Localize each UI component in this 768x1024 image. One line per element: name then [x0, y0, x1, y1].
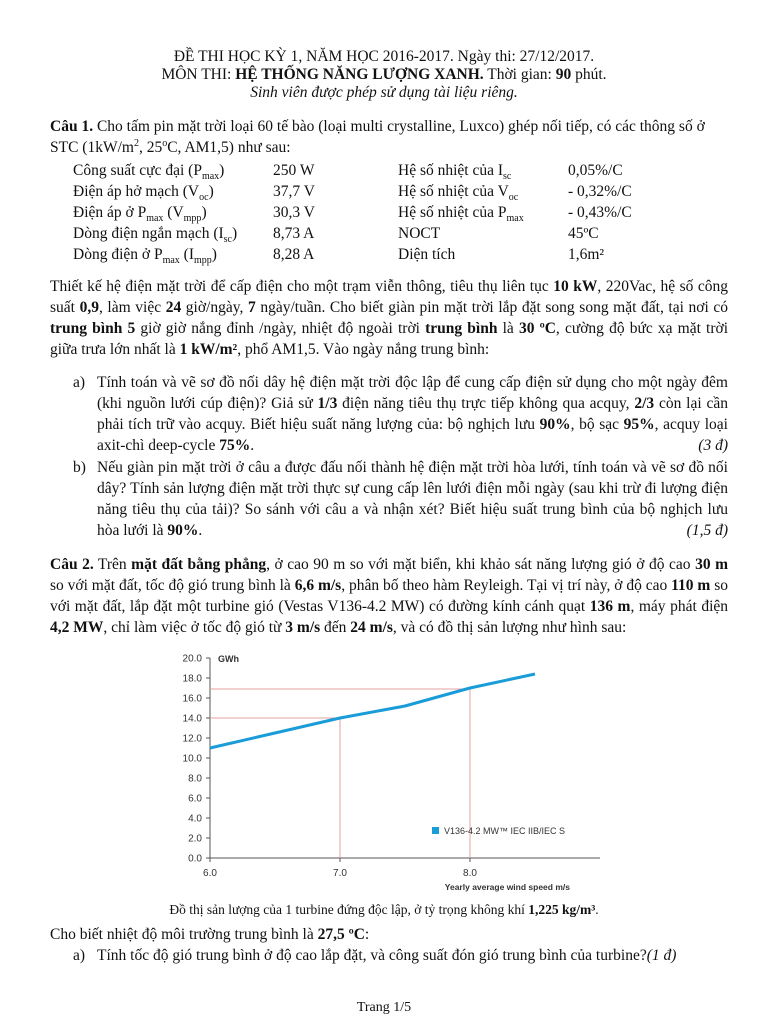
spec-coeff-label: NOCT	[398, 225, 441, 242]
cau1-a-seg: .	[250, 437, 255, 454]
cau1-p-seg: 10 kW	[553, 278, 598, 295]
spec-label: Công suất cực đại $(P_{max})$	[73, 162, 225, 183]
cau2-p-seg: mặt đất bằng phẳng	[131, 556, 267, 573]
page-number: Trang 1/5	[356, 1000, 412, 1015]
energy-production-chart	[160, 646, 610, 896]
cau1-p-seg: trung bình 5	[50, 320, 136, 337]
y-tick-label: 10.0	[182, 753, 202, 765]
subject-name: HỆ THỐNG NĂNG LƯỢNG XANH.	[235, 66, 484, 83]
item-a-label: a)	[73, 374, 86, 391]
cau1-a-seg: 95%	[623, 416, 655, 433]
legend-label: V136-4.2 MW™ IEC IIB/IEC S	[444, 826, 566, 836]
chart-caption	[0, 902, 768, 918]
cau2-p-seg: , và có đồ thị sản lượng như hình sau:	[392, 619, 627, 636]
cau2-p-seg: 24 m/s	[350, 619, 393, 636]
cau2-given-seg: 27,5 ºC	[317, 926, 365, 943]
cau1-label: Câu 1.	[50, 118, 94, 135]
caption-seg: 1,225 kg/m³	[528, 902, 596, 917]
cau2-p-seg: 110 m	[671, 577, 711, 594]
cau1-p-seg: giờ giờ nắng đỉnh /ngày, nhiệt độ ngoài trời	[135, 320, 426, 337]
cau2-a-score: (1 đ)	[646, 947, 677, 964]
cau2-paragraph	[50, 554, 728, 638]
cau2-p-seg: , ở cao 90 m so với mặt biển, khi khảo sát năng lượng gió ở độ cao	[266, 556, 696, 573]
cau2-given-seg: :	[364, 926, 370, 943]
cau2-p-seg: Trên	[93, 556, 132, 573]
y-tick-label: 12.0	[182, 733, 202, 745]
spec-value: 250 W	[273, 162, 315, 179]
cau1-p-seg: là	[497, 320, 519, 337]
spec-row	[73, 181, 713, 202]
cau1-p-seg: , cường độ bức xạ mặt trời giữa trưa lớn nhất là	[50, 320, 729, 358]
cau1-intro	[50, 116, 728, 158]
spec-label: Dòng điện ngắn mạch $(I_{sc})$	[73, 225, 238, 246]
cau2-item-a-label: a)	[73, 947, 86, 964]
cau1-a-seg: Tính toán và vẽ sơ đồ nối dây hệ điện mặt trời độc lập để cung cấp điện sử dụng cho một ngày đêm (khi nguồn lưới cúp điện)? Giả sử	[97, 374, 728, 412]
x-tick-label: 6.0	[203, 868, 217, 879]
cau1-intro-a: Cho tấm pin mặt trời loại 60 tế bào (loại multi crystalline, Luxco) ghép nối tiếp, có các thông số ở STC (1kW/m	[50, 118, 705, 156]
cau2-p-seg: so với mặt đất, lắp đặt một turbine gió (Vestas V136-4.2 MW) có đường kính cánh quạt	[50, 577, 728, 615]
cau1-b-seg: .	[198, 522, 203, 539]
item-b-score: (1,5 đ)	[686, 522, 728, 539]
cau1-a-seg: 75%	[219, 437, 251, 454]
time-suffix: phút.	[571, 66, 607, 83]
cau1-p-seg: 7	[247, 299, 256, 316]
cau2-item-a-text	[97, 945, 728, 966]
cau1-p-seg: 1 kW/m²	[179, 341, 238, 358]
y-tick-label: 16.0	[182, 693, 202, 705]
spec-row	[73, 223, 713, 244]
cau2-p-seg: 6,6 m/s	[294, 577, 342, 594]
cau1-a-seg: , acquy loại axit-chì deep-cycle	[97, 416, 728, 454]
cau2-p-seg: đến	[320, 619, 351, 636]
cau2-given	[50, 924, 728, 945]
time-value: 90	[555, 66, 572, 83]
spec-coeff-value: 45ºC	[568, 225, 599, 242]
header-line-3: Sinh viên được phép sử dụng tài liệu riêng.	[250, 84, 518, 101]
spec-value: 30,3 V	[273, 204, 315, 221]
item-b-label: b)	[73, 459, 86, 476]
spec-value: 37,7 V	[273, 183, 315, 200]
cau1-p-seg: giờ/ngày,	[181, 299, 248, 316]
y-tick-label: 18.0	[182, 673, 202, 685]
y-tick-label: 20.0	[182, 653, 202, 665]
spec-label: Dòng điện ở $P_{max}$ $(I_{mpp})$	[73, 246, 217, 267]
cau2-p-seg: , máy phát điện	[630, 598, 728, 615]
item-a-text	[97, 372, 728, 456]
spec-coeff-value: - 0,43%/C	[568, 204, 632, 221]
x-tick-label: 8.0	[463, 868, 477, 879]
spec-value: 8,73 A	[273, 225, 315, 242]
spec-coeff-label: Diện tích	[398, 246, 456, 263]
cau1-a-seg: 90%	[539, 416, 571, 433]
subject-prefix: MÔN THI:	[161, 66, 236, 83]
spec-coeff-value: - 0,32%/C	[568, 183, 632, 200]
spec-row	[73, 202, 713, 223]
caption-seg: .	[595, 902, 599, 917]
cau1-a-seg: 1/3	[317, 395, 338, 412]
item-a-score: (3 đ)	[698, 437, 728, 454]
cau1-p-seg: , 220Vac, hệ số công suất	[50, 278, 729, 316]
cau1-b-seg: Nếu giàn pin mặt trời ở câu a được đấu nối thành hệ điện mặt trời hòa lưới, tính toán và vẽ sơ đồ nối dây? Tính sản lượng điện mặt trời thực sự cung cấp lên lưới điện mỗi ngày (sau khi trừ đi lượng điện năng tiêu thụ của tải)? So sánh với câu a và nhận xét? Biết hiệu suất trung bình của bộ nghịch lưu hòa lưới là	[97, 459, 728, 539]
cau1-p-seg: 0,9	[79, 299, 99, 316]
spec-coeff-value: 0,05%/C	[568, 162, 623, 179]
spec-row	[73, 160, 713, 181]
spec-coeff-label: Hệ số nhiệt của $V_{oc}$	[398, 183, 519, 204]
y-axis-label: GWh	[218, 654, 239, 664]
spec-coeff-label: Hệ số nhiệt của $I_{sc}$	[398, 162, 512, 183]
sup-2: 2	[133, 137, 139, 149]
y-tick-label: 0.0	[188, 853, 202, 865]
spec-coeff-value: 1,6m²	[568, 246, 605, 263]
y-tick-label: 8.0	[188, 773, 202, 785]
time-prefix: Thời gian:	[483, 66, 556, 83]
cau2-given-seg: Cho biết nhiệt độ môi trường trung bình là	[50, 926, 318, 943]
cau1-p-seg: ngày/tuần. Cho biết giàn pin mặt trời lắp đặt song song mặt đất, tại nơi có	[255, 299, 729, 316]
y-tick-label: 6.0	[188, 793, 202, 805]
cau1-intro-c: C, AM1,5) như sau:	[167, 139, 291, 156]
y-tick-label: 4.0	[188, 813, 202, 825]
cau1-p-seg: Thiết kế hệ điện mặt trời để cấp điện cho một trạm viễn thông, tiêu thụ liên tục	[50, 278, 554, 295]
x-tick-label: 7.0	[333, 868, 347, 879]
cau1-p-seg: 30 ºC	[518, 320, 556, 337]
spec-label: Điện áp hở mạch $(V_{oc})$	[73, 183, 214, 204]
cau2-p-seg: 30 m	[695, 556, 728, 573]
cau2-p-seg: so với mặt đất, tốc độ gió trung bình là	[50, 577, 295, 594]
cau1-p-seg: trung bình	[425, 320, 498, 337]
sup-o: o	[162, 137, 168, 149]
cau1-intro-b: , 25	[138, 139, 163, 156]
series-line	[210, 674, 535, 748]
cau2-item-a	[73, 945, 728, 966]
cau1-a-seg: 2/3	[634, 395, 655, 412]
spec-label: Điện áp ở $P_{max}$ $(V_{mpp})$	[73, 204, 207, 225]
header-line-1: ĐỀ THI HỌC KỲ 1, NĂM HỌC 2016-2017. Ngày thi: 27/12/2017.	[173, 48, 595, 65]
cau2-label: Câu 2.	[50, 556, 94, 573]
spec-coeff-label: Hệ số nhiệt của $P_{max}$	[398, 204, 524, 225]
cau2-p-seg: 136 m	[589, 598, 631, 615]
cau1-a-seg: còn lại cần phải tích trữ vào acquy. Biết hiệu suất năng lượng của: bộ nghịch lưu	[97, 395, 728, 433]
cau1-item-b	[73, 457, 728, 541]
cau2-p-seg: , phân bố theo hàm Reyleigh. Tại vị trí này, ở độ cao	[341, 577, 672, 594]
cau2-a-question: Tính tốc độ gió trung bình ở độ cao lắp đặt, và công suất đón gió trung bình của turbine?	[97, 947, 647, 964]
cau1-paragraph	[50, 276, 728, 360]
header-line-2	[0, 66, 768, 84]
cau1-a-seg: điện năng tiêu thụ trực tiếp không qua acquy,	[337, 395, 635, 412]
cau1-p-seg: 24	[165, 299, 182, 316]
cau2-p-seg: 3 m/s	[285, 619, 321, 636]
legend-swatch	[432, 827, 439, 834]
cau2-p-seg: , chỉ làm việc ở tốc độ gió từ	[103, 619, 286, 636]
caption-seg: Đồ thị sản lượng của 1 turbine đứng độc lập, ở tỷ trọng không khí	[169, 902, 529, 917]
y-tick-label: 14.0	[182, 713, 202, 725]
cau1-p-seg: , phổ AM1,5. Vào ngày nắng trung bình:	[237, 341, 490, 358]
cau1-b-seg: 90%	[167, 522, 199, 539]
cau1-a-seg: , bộ sạc	[570, 416, 624, 433]
cau1-item-a	[73, 372, 728, 456]
y-tick-label: 2.0	[188, 833, 202, 845]
item-b-text	[97, 457, 728, 541]
spec-value: 8,28 A	[273, 246, 315, 263]
spec-row	[73, 244, 713, 265]
cau2-p-seg: 4,2 MW	[50, 619, 104, 636]
cau1-p-seg: , làm việc	[98, 299, 166, 316]
x-axis-label: Yearly average wind speed m/s	[444, 882, 570, 892]
